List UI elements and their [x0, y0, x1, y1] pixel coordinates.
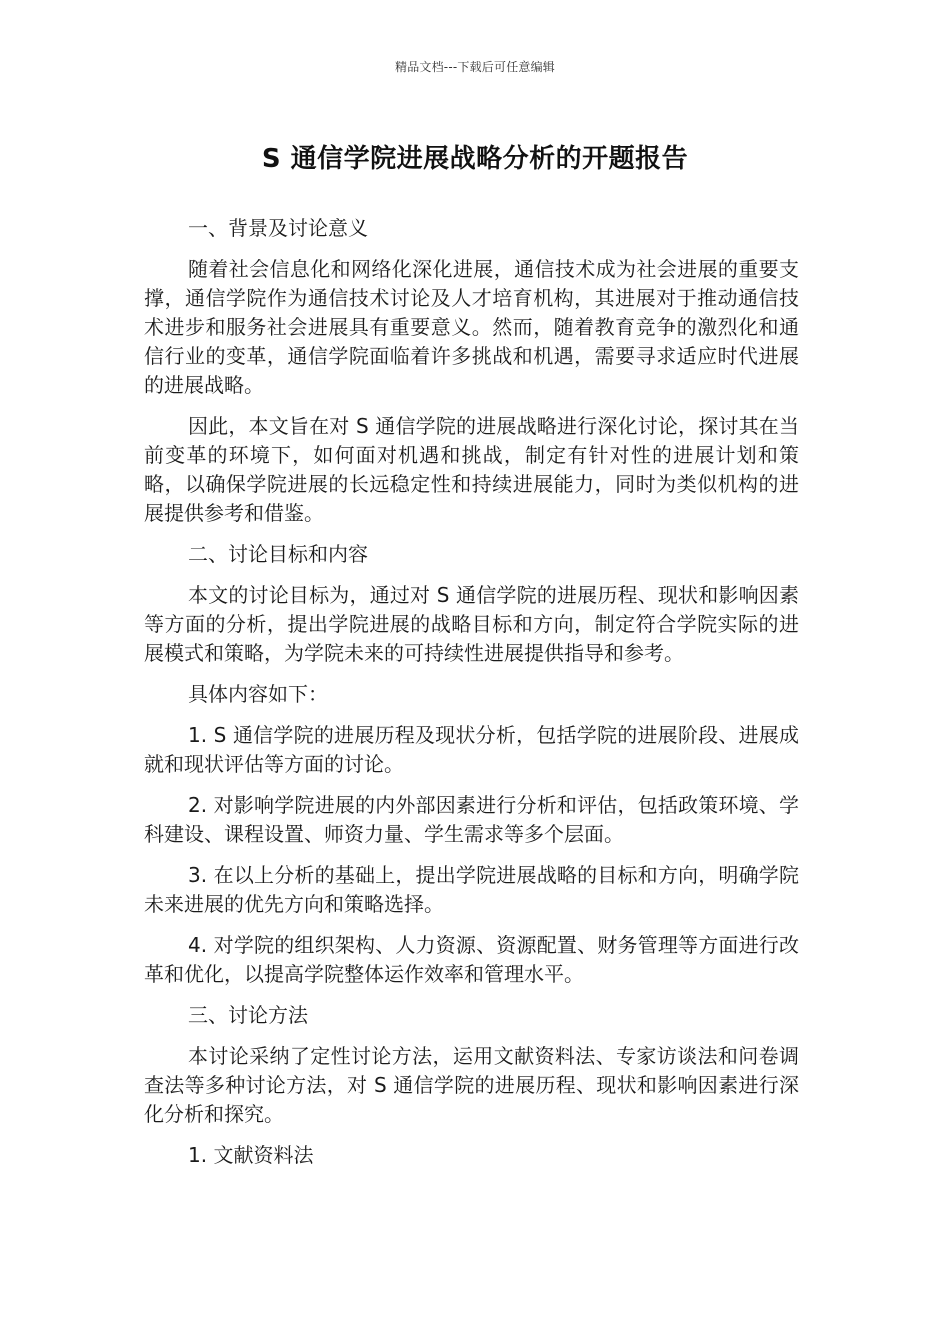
list-item-3: 3. 在以上分析的基础上，提出学院进展战略的目标和方向，明确学院未来进展的优先方向和策略选择。	[144, 863, 799, 916]
paragraph-methods: 本讨论采纳了定性讨论方法，运用文献资料法、专家访谈法和问卷调查法等多种讨论方法，对 S 通信学院的进展历程、现状和影响因素进行深化分析和探究。	[144, 1044, 799, 1126]
section-heading-goals: 二、讨论目标和内容	[188, 542, 368, 566]
document-title: S 通信学院进展战略分析的开题报告	[261, 144, 689, 174]
list-item-4: 4. 对学院的组织架构、人力资源、资源配置、财务管理等方面进行改革和优化，以提高学院整体运作效率和管理水平。	[144, 933, 799, 986]
section-heading-methods: 三、讨论方法	[188, 1003, 308, 1027]
header-note: 精品文档---下载后可任意编辑	[395, 60, 555, 74]
paragraph-goals: 本文的讨论目标为，通过对 S 通信学院的进展历程、现状和影响因素等方面的分析，提出学院进展的战略目标和方向，制定符合学院实际的进展模式和策略，为学院未来的可持续性进展提供指导和参考。	[144, 583, 799, 665]
paragraph-content-intro: 具体内容如下：	[188, 682, 328, 706]
paragraph-background: 随着社会信息化和网络化深化进展，通信技术成为社会进展的重要支撑，通信学院作为通信技术讨论及人才培育机构，其进展对于推动通信技术进步和服务社会进展具有重要意义。然而，随着教育竞争的激烈化和通信行业的变革，通信学院面临着许多挑战和机遇，需要寻求适应时代进展的进展战略。	[144, 257, 799, 397]
list-item-2: 2. 对影响学院进展的内外部因素进行分析和评估，包括政策环境、学科建设、课程设置、师资力量、学生需求等多个层面。	[144, 793, 799, 846]
list-item-1: 1. S 通信学院的进展历程及现状分析，包括学院的进展阶段、进展成就和现状评估等方面的讨论。	[144, 723, 799, 776]
document-body	[144, 214, 799, 1182]
section-heading-background: 一、背景及讨论意义	[188, 216, 368, 240]
paragraph-purpose: 因此，本文旨在对 S 通信学院的进展战略进行深化讨论，探讨其在当前变革的环境下，如何面对机遇和挑战，制定有针对性的进展计划和策略，以确保学院进展的长远稳定性和持续进展能力，同时为类似机构的进展提供参考和借鉴。	[144, 414, 799, 525]
subheading-literature-method: 1. 文献资料法	[188, 1143, 314, 1167]
